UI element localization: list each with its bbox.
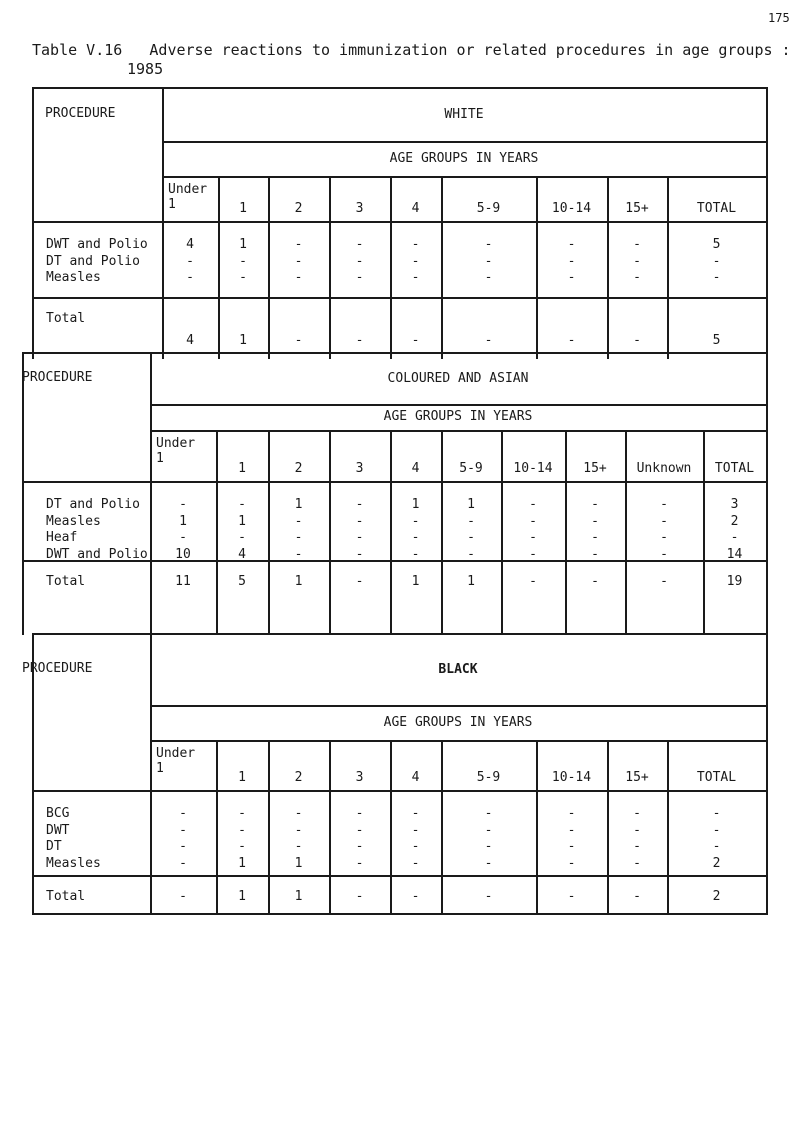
section-1-total-cell: 1 <box>411 574 420 589</box>
section-2-total-cell: - <box>567 889 576 904</box>
section-1-col-header: 15+ <box>583 461 607 476</box>
section-1-age-divider <box>150 404 768 406</box>
section-2-total-cell: - <box>179 889 187 904</box>
section-1-age-header: AGE GROUPS IN YEARS <box>383 409 533 424</box>
section-1-cell: - <box>730 530 739 545</box>
section-1-cell: - <box>660 546 668 562</box>
section-2-cell: - <box>633 806 641 821</box>
section-0-col-header: 5-9 <box>476 201 501 216</box>
section-0-cell: - <box>633 253 641 269</box>
section-1-cell: - <box>467 513 475 529</box>
section-0-border-left <box>32 87 34 359</box>
section-1-col-line <box>703 430 705 635</box>
section-1-procedure-label: PROCEDURE <box>22 370 93 385</box>
section-0-procedure-label: PROCEDURE <box>45 106 116 121</box>
section-0-total-cell: 4 <box>186 333 194 348</box>
section-1-border-left <box>22 352 24 635</box>
section-2-total-cell: 1 <box>294 889 303 904</box>
section-2-total-cell: - <box>355 889 364 904</box>
section-2-col-header: 3 <box>355 770 364 785</box>
section-0-cell: - <box>567 270 576 285</box>
section-0-cell: - <box>567 253 576 269</box>
section-1-cell: - <box>411 530 420 545</box>
section-2-col-line <box>329 740 331 915</box>
section-2-group-title: BLACK <box>438 662 478 677</box>
section-1-cell: - <box>294 513 303 529</box>
section-0-col-header: 3 <box>355 201 364 216</box>
section-1-cell: - <box>467 546 475 562</box>
section-1-col-header: 5-9 <box>459 461 483 476</box>
section-0-total-cell: 1 <box>239 333 247 348</box>
section-0-col-line <box>390 176 392 359</box>
section-2-col-line <box>216 740 218 915</box>
section-2-border-right <box>766 633 768 915</box>
section-1-cell: 10 <box>175 546 191 562</box>
section-1-cell: - <box>411 546 420 562</box>
section-2-cell: - <box>567 806 576 821</box>
section-0-col-header <box>168 182 207 212</box>
section-2-proc-divider <box>150 633 152 915</box>
section-1-total-label: Total <box>46 574 86 589</box>
section-0-total-label: Total <box>46 311 86 326</box>
section-0-proc-divider <box>162 87 164 359</box>
section-2-cell: - <box>238 839 246 854</box>
section-0-total-cell: - <box>484 333 493 348</box>
section-0-age-divider <box>162 141 768 143</box>
section-1-cell: - <box>529 497 537 512</box>
section-1-border-right <box>766 352 768 635</box>
section-1-cell: - <box>467 530 475 545</box>
section-1-proc-divider <box>150 352 152 635</box>
section-0-age-header: AGE GROUPS IN YEARS <box>389 150 539 166</box>
section-0-data-divider <box>32 221 768 223</box>
section-0-cell: - <box>484 253 493 269</box>
section-1-col-line <box>268 430 270 635</box>
section-2-cell: 1 <box>294 855 303 871</box>
section-1-col-line <box>625 430 627 635</box>
section-2-cell: - <box>179 855 187 871</box>
section-0-col-line <box>536 176 538 359</box>
section-0-col-header: 10-14 <box>551 201 592 216</box>
section-1-col-line <box>501 430 503 635</box>
title-line-2: 1985 <box>127 60 164 78</box>
section-1-cell: - <box>591 546 599 562</box>
section-2-cell: - <box>633 822 641 838</box>
section-1-total-cell: 19 <box>726 574 743 589</box>
section-1-group-title: COLOURED AND ASIAN <box>387 371 529 386</box>
section-2-cell: - <box>238 806 246 821</box>
section-2-cell: - <box>484 855 493 871</box>
section-2-procedure-name: DWT <box>46 822 70 838</box>
section-2-col-header: 15+ <box>625 770 649 785</box>
section-0-col-line <box>329 176 331 359</box>
section-0-procedure-name: DT and Polio <box>46 253 140 269</box>
section-1-col-header: 2 <box>294 461 303 476</box>
section-0-col-header: 4 <box>411 201 420 216</box>
section-1-col-header-line: 1 <box>156 451 164 466</box>
section-0-col-line <box>607 176 609 359</box>
section-1-cell: - <box>591 513 599 529</box>
section-1-data-divider <box>22 481 768 483</box>
section-2-total-cell: - <box>411 889 420 904</box>
section-0-total-divider <box>32 297 768 299</box>
section-2-cell: - <box>712 806 721 821</box>
section-2-cell: - <box>567 855 576 871</box>
section-1-col-line <box>329 430 331 635</box>
section-1-total-cell: - <box>355 574 364 589</box>
section-2-border-top <box>32 633 768 635</box>
section-1-total-cell: - <box>529 574 537 589</box>
section-0-cell: - <box>712 253 721 269</box>
section-0-cell: - <box>239 253 247 269</box>
section-2-col-line <box>268 740 270 915</box>
section-0-cell: - <box>294 237 303 252</box>
section-1-col-header: Unknown <box>636 461 692 476</box>
section-1-cell: - <box>355 497 364 512</box>
section-0-cell: 5 <box>712 237 721 252</box>
section-2-cell: - <box>355 855 364 871</box>
section-2-col-header-line: 1 <box>156 761 164 776</box>
section-1-cell: - <box>591 497 599 512</box>
section-2-cell: - <box>294 822 303 838</box>
section-0-cell: 1 <box>239 237 247 252</box>
section-1-total-cell: 5 <box>238 574 246 589</box>
section-2-cell: - <box>179 806 187 821</box>
section-0-col-header-line: 1 <box>168 197 176 212</box>
section-0-total-cell: - <box>411 333 420 348</box>
section-0-cell: - <box>484 237 493 252</box>
section-2-cell: 1 <box>238 855 246 871</box>
section-1-col-line <box>216 430 218 635</box>
section-1-total-cell: - <box>660 574 668 589</box>
section-2-cell: - <box>484 806 493 821</box>
section-1-procedure-name: DT and Polio <box>46 497 140 512</box>
section-0-col-line <box>667 176 669 359</box>
section-2-cell: - <box>238 822 246 838</box>
section-2-total-cell: 1 <box>238 889 246 904</box>
section-1-cell: - <box>238 530 246 545</box>
section-1-col-divider <box>150 430 768 432</box>
section-1-total-cell: 11 <box>175 574 191 589</box>
section-1-cell: 1 <box>238 513 246 529</box>
section-2-col-line <box>441 740 443 915</box>
section-0-cell: - <box>294 270 303 285</box>
section-2-cell: - <box>712 822 721 838</box>
section-0-total-cell: - <box>355 333 364 348</box>
section-2-col-header: 4 <box>411 770 420 785</box>
section-1-col-header-line: Under <box>156 436 196 451</box>
section-0-cell: - <box>411 237 420 252</box>
section-0-border-right <box>766 87 768 359</box>
section-1-total-cell: 1 <box>467 574 475 589</box>
section-1-col-header: 1 <box>238 461 246 476</box>
section-0-col-line <box>268 176 270 359</box>
section-2-cell: - <box>712 839 721 854</box>
section-2-cell: - <box>179 822 187 838</box>
section-0-border-top <box>32 87 768 89</box>
section-0-procedure-name: Measles <box>46 270 101 285</box>
section-2-procedure-name: DT <box>46 839 62 854</box>
section-0-col-line <box>218 176 220 359</box>
section-2-col-divider <box>150 740 768 742</box>
section-0-group-title: WHITE <box>444 107 484 122</box>
section-1-cell: - <box>411 513 420 529</box>
section-2-total-divider <box>32 875 768 877</box>
section-2-cell: - <box>484 822 493 838</box>
section-1-cell: - <box>660 513 668 529</box>
page-number: 175 <box>768 11 790 25</box>
section-2-cell: - <box>567 839 576 854</box>
section-1-col-header: 3 <box>355 461 364 476</box>
section-2-total-cell: 2 <box>712 889 721 904</box>
section-1-procedure-name: Measles <box>46 513 101 529</box>
section-2-total-cell: - <box>484 889 493 904</box>
section-2-procedure-label: PROCEDURE <box>22 661 93 676</box>
section-2-col-header <box>156 746 195 776</box>
section-0-cell: - <box>355 253 364 269</box>
section-0-total-cell: 5 <box>712 333 721 348</box>
section-2-cell: - <box>355 839 364 854</box>
section-2-col-header: 10-14 <box>551 770 592 785</box>
section-1-cell: - <box>591 530 599 545</box>
section-1-col-line <box>565 430 567 635</box>
section-2-total-cell: - <box>633 889 641 904</box>
section-1-cell: - <box>179 497 187 512</box>
section-1-cell: - <box>355 513 364 529</box>
section-1-cell: 2 <box>730 513 739 529</box>
section-2-cell: - <box>411 839 420 854</box>
section-0-total-cell: - <box>567 333 576 348</box>
section-0-cell: - <box>186 270 194 285</box>
section-2-col-header: 5-9 <box>476 770 501 785</box>
section-1-col-line <box>441 430 443 635</box>
section-1-cell: 3 <box>730 497 739 512</box>
section-1-cell: 1 <box>467 497 475 512</box>
section-2-cell: - <box>179 839 187 854</box>
section-1-cell: - <box>355 546 364 562</box>
section-1-col-header: TOTAL <box>714 461 755 476</box>
section-1-cell: - <box>179 530 187 545</box>
section-0-col-header: 15+ <box>625 201 649 216</box>
section-0-col-divider <box>162 176 768 178</box>
section-1-cell: 1 <box>294 497 303 512</box>
section-1-cell: - <box>238 497 246 512</box>
section-1-cell: 14 <box>726 546 743 562</box>
section-2-cell: - <box>633 855 641 871</box>
section-2-cell: - <box>567 822 576 838</box>
title-line-1: Table V.16 Adverse reactions to immunization or related procedures in age groups : <box>32 41 791 59</box>
section-2-cell: - <box>355 822 364 838</box>
section-2-procedure-name: BCG <box>46 806 70 821</box>
section-2-border-bottom <box>32 913 768 915</box>
section-1-procedure-name: DWT and Polio <box>46 546 148 562</box>
section-2-data-divider <box>32 790 768 792</box>
section-0-procedure-list <box>46 237 148 287</box>
section-2-cell: - <box>411 822 420 838</box>
section-1-cell: - <box>294 546 303 562</box>
section-1-procedure-name: Heaf <box>46 530 78 545</box>
section-2-col-header: 2 <box>294 770 303 785</box>
section-0-cell: - <box>355 237 364 252</box>
section-1-cell: 1 <box>179 513 187 529</box>
section-2-procedure-list <box>46 806 101 872</box>
section-2-cell: - <box>411 855 420 871</box>
section-1-border-top <box>22 352 768 354</box>
section-2-procedure-name: Measles <box>46 855 101 871</box>
section-1-cell: - <box>529 546 537 562</box>
section-0-cell: - <box>355 270 364 285</box>
section-0-col-header-line: Under <box>168 182 208 197</box>
section-2-cell: - <box>633 839 641 854</box>
section-0-cell: - <box>567 237 576 252</box>
section-1-cell: - <box>660 530 668 545</box>
section-2-cell: - <box>294 839 303 854</box>
section-0-cell: - <box>239 270 247 285</box>
section-1-cell: 1 <box>411 497 420 512</box>
section-2-col-header: TOTAL <box>696 770 737 785</box>
section-2-cell: - <box>484 839 493 854</box>
section-1-procedure-list <box>46 497 148 563</box>
section-2-cell: - <box>355 806 364 821</box>
section-0-col-header: TOTAL <box>696 201 737 216</box>
section-0-col-header: 2 <box>294 201 303 216</box>
section-1-total-cell: 1 <box>294 574 303 589</box>
section-0-cell: - <box>712 270 721 285</box>
section-1-total-cell: - <box>591 574 599 589</box>
section-2-cell: - <box>411 806 420 821</box>
section-2-col-header: 1 <box>238 770 246 785</box>
section-1-col-header: 10-14 <box>513 461 553 476</box>
section-0-cell: - <box>633 270 641 285</box>
section-2-col-line <box>667 740 669 915</box>
table-title <box>32 41 791 79</box>
section-0-total-cell: - <box>633 333 641 348</box>
section-0-procedure-name: DWT and Polio <box>46 237 148 252</box>
section-1-col-line <box>390 430 392 635</box>
section-2-total-label: Total <box>46 889 86 904</box>
section-2-col-line <box>390 740 392 915</box>
section-0-cell: - <box>484 270 493 285</box>
section-1-cell: - <box>529 513 537 529</box>
section-2-col-line <box>607 740 609 915</box>
section-1-cell: - <box>294 530 303 545</box>
section-1-col-header: 4 <box>411 461 420 476</box>
section-0-cell: - <box>294 253 303 269</box>
section-1-cell: - <box>529 530 537 545</box>
section-2-age-divider <box>150 705 768 707</box>
section-1-col-header <box>156 436 195 466</box>
section-2-col-header-line: Under <box>156 746 196 761</box>
section-2-cell: 2 <box>712 855 721 871</box>
section-0-cell: - <box>411 270 420 285</box>
section-0-col-line <box>441 176 443 359</box>
section-1-cell: 4 <box>238 546 246 562</box>
section-1-cell: - <box>355 530 364 545</box>
section-0-cell: - <box>633 237 641 252</box>
section-2-cell: - <box>294 806 303 821</box>
section-2-age-header: AGE GROUPS IN YEARS <box>383 714 533 730</box>
section-0-col-header: 1 <box>239 201 247 216</box>
section-0-cell: - <box>411 253 420 269</box>
section-0-cell: - <box>186 253 194 269</box>
section-2-col-line <box>536 740 538 915</box>
section-1-cell: - <box>660 497 668 512</box>
section-0-cell: 4 <box>186 237 194 252</box>
section-0-total-cell: - <box>294 333 303 348</box>
